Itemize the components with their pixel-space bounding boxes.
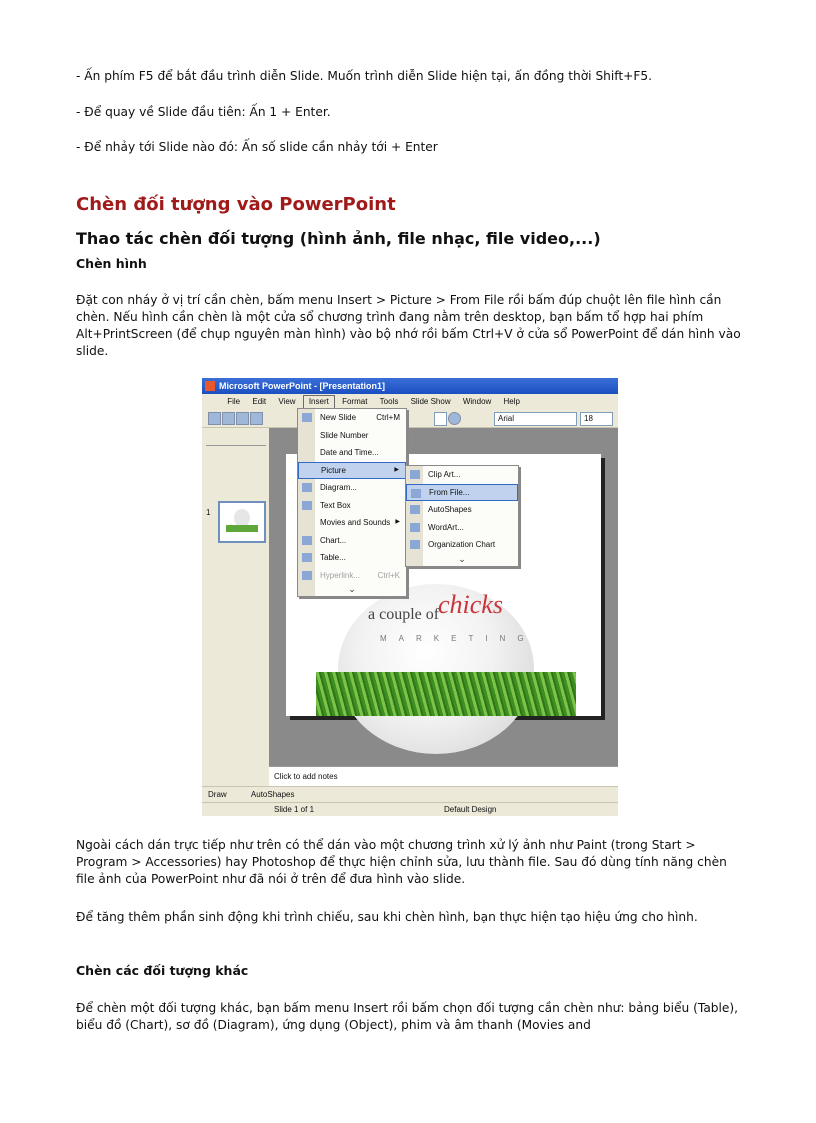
slide-thumbnail[interactable] (218, 501, 266, 543)
insert-chart[interactable] (298, 532, 406, 550)
intro-line-f5: - Ấn phím F5 để bắt đầu trình diễn Slide. Muốn trình diễn Slide hiện tại, ấn đồng thời Shift+F5. (76, 69, 652, 83)
insert-date-time[interactable] (298, 444, 406, 462)
open-icon[interactable] (222, 412, 235, 425)
insert-other-paragraph: Để chèn một đối tượng khác, bạn bấm menu Insert rồi bấm chọn đối tượng cần chèn như: bảng biểu (Table), biểu đồ (Chart), sơ đồ (Diagram), ứng dụng (Object), phim và âm thanh (Movies and (76, 1001, 739, 1032)
insert-diagram[interactable] (298, 479, 406, 497)
menu-help[interactable]: Help (503, 397, 520, 406)
insert-new-slide[interactable] (298, 409, 406, 427)
menu-file[interactable]: File (227, 397, 241, 406)
logo-text-chicks: chicks (438, 590, 503, 619)
expand-submenu-icon[interactable]: ⌄ (458, 553, 466, 564)
thumbnail-grass (226, 525, 258, 532)
menu-format[interactable]: Format (342, 397, 368, 406)
org-chart-icon (410, 540, 420, 549)
insert-picture[interactable] (298, 462, 406, 480)
menu-insert[interactable]: Insert (303, 395, 335, 409)
clip-art-icon (410, 470, 420, 479)
menu-bar (202, 394, 618, 409)
powerpoint-screenshot (202, 378, 618, 816)
standard-toolbar (202, 409, 618, 428)
picture-from-file-label: From File... (429, 487, 470, 497)
insert-chart-label: Chart... (320, 535, 347, 545)
insert-picture-title: Chèn hình (76, 256, 147, 271)
submenu-arrow-icon: ▶ (394, 466, 399, 473)
diagram-icon (302, 483, 312, 492)
slides-pane (202, 428, 269, 766)
menu-edit[interactable]: Edit (252, 397, 267, 406)
picture-wordart[interactable] (406, 519, 518, 537)
picture-autoshapes[interactable] (406, 501, 518, 519)
from-file-icon (411, 489, 421, 498)
insert-slide-number[interactable] (298, 427, 406, 445)
logo-text-marketing: MARKETING (380, 634, 536, 643)
pane-tabs[interactable] (206, 433, 266, 446)
chart-icon (302, 536, 312, 545)
insert-new-slide-shortcut: Ctrl+M (376, 413, 400, 422)
paste-alternative-paragraph: Ngoài cách dán trực tiếp như trên có thể dán vào một chương trình xử lý ảnh như Paint (trong Start > Program > Accessories) hay Photoshop để thực hiện chỉnh sửa, lưu thành file. Sau đó dùng tính năng chèn file ảnh của PowerPoint như đã nói ở trên để đưa hình vào slide. (76, 838, 727, 886)
text-box-icon (302, 501, 312, 510)
view-buttons[interactable] (202, 766, 269, 786)
expand-menu-icon[interactable]: ⌄ (348, 584, 356, 594)
insert-menu (297, 408, 407, 597)
insert-text-box-label: Text Box (320, 500, 351, 510)
insert-hyperlink[interactable] (298, 567, 406, 585)
insert-movies-sounds[interactable] (298, 514, 406, 532)
menu-slide-show[interactable]: Slide Show (410, 397, 451, 406)
picture-clip-art-label: Clip Art... (428, 470, 461, 479)
save-icon[interactable] (236, 412, 249, 425)
grass-image (316, 672, 576, 716)
print-icon[interactable] (250, 412, 263, 425)
insert-movies-sounds-label: Movies and Sounds (320, 518, 391, 527)
font-name-combo[interactable]: Arial (494, 412, 577, 426)
intro-line-first-slide: - Để quay về Slide đầu tiên: Ấn 1 + Enter. (76, 105, 331, 119)
thumbnail-number: 1 (206, 508, 211, 517)
wordart-icon (410, 523, 420, 532)
picture-submenu (405, 465, 519, 567)
menu-tools[interactable]: Tools (379, 397, 399, 406)
drawing-toolbar (202, 786, 618, 803)
section-subheading: Thao tác chèn đối tượng (hình ảnh, file nhạc, file video,...) (76, 229, 601, 248)
window-titlebar (202, 378, 618, 394)
insert-table[interactable] (298, 549, 406, 567)
insert-slide-number-label: Slide Number (320, 430, 369, 440)
insert-diagram-label: Diagram... (320, 483, 357, 492)
powerpoint-app-icon (205, 381, 215, 391)
menu-view[interactable]: View (278, 397, 296, 406)
new-slide-icon (302, 413, 312, 422)
insert-picture-label: Picture (321, 465, 346, 475)
picture-wordart-label: WordArt... (428, 522, 464, 532)
insert-picture-paragraph: Đặt con nháy ở vị trí cần chèn, bấm menu Insert > Picture > From File rồi bấm đúp chuột lên file hình cần chèn. Nếu hình cần chèn là một cửa sổ chương trình đang nằm trên desktop, bạn bấm tổ hợp hai phím Alt+PrintScreen (để chụp nguyên màn hình) vào bộ nhớ rồi bấm Ctrl+V ở cửa sổ PowerPoint để dán hình vào slide. (76, 293, 741, 358)
insert-other-title: Chèn các đối tượng khác (76, 963, 249, 978)
autoshapes-icon (410, 505, 420, 514)
insert-date-time-label: Date and Time... (320, 448, 379, 457)
intro-line-jump-slide: - Để nhảy tới Slide nào đó: Ấn số slide cần nhảy tới + Enter (76, 140, 438, 154)
help-icon[interactable] (448, 412, 461, 425)
insert-hyperlink-shortcut: Ctrl+K (377, 570, 400, 580)
menu-window[interactable]: Window (462, 397, 492, 406)
status-bar (202, 802, 618, 816)
zoom-combo[interactable] (434, 412, 447, 426)
insert-text-box[interactable] (298, 497, 406, 515)
window-title: Microsoft PowerPoint - [Presentation1] (219, 381, 386, 391)
status-slide-count: Slide 1 of 1 (274, 805, 315, 814)
insert-table-label: Table... (320, 553, 346, 562)
status-design: Default Design (444, 805, 497, 814)
picture-org-chart-label: Organization Chart (428, 540, 496, 549)
font-size-combo[interactable]: 18 (580, 412, 613, 426)
picture-from-file[interactable] (406, 484, 518, 502)
notes-pane[interactable]: Click to add notes (269, 766, 618, 786)
logo-text-couple: a couple of (368, 606, 440, 623)
picture-org-chart[interactable] (406, 536, 518, 554)
table-icon (302, 553, 312, 562)
submenu-arrow-icon: ▶ (395, 519, 400, 525)
section-heading: Chèn đối tượng vào PowerPoint (76, 194, 396, 215)
picture-autoshapes-label: AutoShapes (428, 505, 472, 514)
insert-hyperlink-label: Hyperlink... (320, 570, 361, 580)
picture-clip-art[interactable] (406, 466, 518, 484)
draw-menu[interactable]: Draw (208, 790, 227, 799)
insert-new-slide-label: New Slide (320, 413, 357, 422)
hyperlink-icon (302, 571, 312, 580)
new-icon[interactable] (208, 412, 221, 425)
effects-paragraph: Để tăng thêm phần sinh động khi trình chiếu, sau khi chèn hình, bạn thực hiện tạo hiệu ứng cho hình. (76, 910, 698, 924)
autoshapes-menu[interactable]: AutoShapes (250, 790, 295, 799)
